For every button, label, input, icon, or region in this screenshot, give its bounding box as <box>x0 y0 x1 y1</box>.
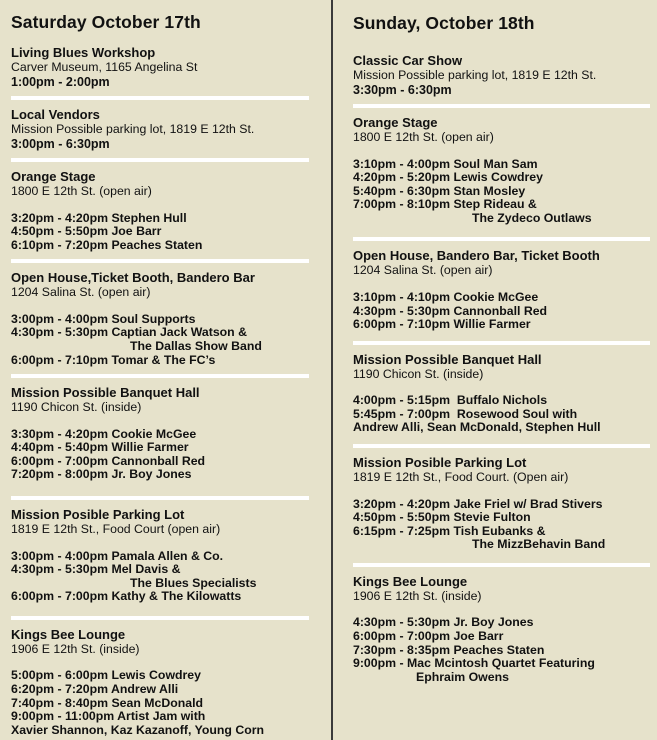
act-line: 3:10pm - 4:10pm Cookie McGee <box>353 289 539 304</box>
act-line-continued: The Blues Specialists <box>130 575 257 590</box>
section-location: Mission Possible parking lot, 1819 E 12th St. <box>353 68 597 82</box>
sat-open-house <box>11 270 317 367</box>
sun-open-house <box>353 248 653 331</box>
act-line: 7:00pm - 8:10pm Step Rideau & <box>353 197 537 212</box>
section-title: Living Blues Workshop <box>11 45 156 60</box>
act-line: 6:00pm - 7:00pm Joe Barr <box>353 629 504 643</box>
act-line: 9:00pm - Mac Mcintosh Quartet Featuring <box>353 656 595 671</box>
sunday-column <box>353 0 653 684</box>
act-line: 6:00pm - 7:00pm Kathy & The Kilowatts <box>11 589 242 604</box>
column-divider <box>331 0 333 740</box>
sat-local-vendors <box>11 107 317 151</box>
act-line: 3:20pm - 4:20pm Stephen Hull <box>11 210 187 225</box>
section-time: 3:00pm - 6:30pm <box>11 136 110 151</box>
section-title: Open House,Ticket Booth, Bandero Bar <box>11 270 255 286</box>
section-location: Carver Museum, 1165 Angelina St <box>11 60 198 74</box>
sun-orange-stage <box>353 115 653 225</box>
act-line: 4:00pm - 5:15pm Buffalo Nichols <box>353 393 548 408</box>
act-line: 3:10pm - 4:00pm Soul Man Sam <box>353 156 538 171</box>
section-location: 1906 E 12th St. (inside) <box>11 641 140 656</box>
section-title: Mission Posible Parking Lot <box>353 455 527 471</box>
section-title: Orange Stage <box>353 115 438 130</box>
section-location: 1190 Chicon St. (inside) <box>353 366 484 381</box>
section-separator <box>353 237 650 241</box>
section-separator <box>11 374 309 378</box>
section-location: 1204 Salina St. (open air) <box>353 263 493 278</box>
section-title: Kings Bee Lounge <box>11 626 126 642</box>
section-title: Classic Car Show <box>353 53 463 68</box>
act-line: Xavier Shannon, Kaz Kazanoff, Young Corn <box>11 722 265 737</box>
section-separator <box>353 341 650 345</box>
act-line: 6:00pm - 7:10pm Tomar & The FC’s <box>11 352 216 367</box>
section-location: 1800 E 12th St. (open air) <box>11 184 152 198</box>
section-location: Mission Possible parking lot, 1819 E 12th St. <box>11 122 255 136</box>
act-line: 5:45pm - 7:00pm Rosewood Soul with <box>353 406 578 421</box>
section-title: Open House, Bandero Bar, Ticket Booth <box>353 248 600 264</box>
act-line: 6:15pm - 7:25pm Tish Eubanks & <box>353 523 546 538</box>
section-separator <box>353 104 650 108</box>
sat-banquet-hall <box>11 385 317 482</box>
section-title: Local Vendors <box>11 107 100 122</box>
act-line: 5:40pm - 6:30pm Stan Mosley <box>353 183 526 198</box>
act-line: 3:00pm - 4:00pm Pamala Allen & Co. <box>11 548 224 563</box>
sat-orange-stage <box>11 169 317 252</box>
sun-classic-car-show <box>353 53 653 97</box>
act-line-continued: Ephraim Owens <box>416 669 509 684</box>
section-title: Orange Stage <box>11 169 96 184</box>
saturday-column <box>11 0 317 737</box>
act-line: 7:30pm - 8:35pm Peaches Staten <box>353 642 545 657</box>
section-separator <box>11 496 309 500</box>
section-location: 1800 E 12th St. (open air) <box>353 130 494 144</box>
sunday-title: Sunday, October 18th <box>353 13 535 33</box>
act-line: 4:30pm - 5:30pm Mel Davis & <box>11 562 181 577</box>
section-location: 1819 E 12th St., Food Court (open air) <box>11 522 221 537</box>
section-separator <box>353 563 650 567</box>
section-title: Mission Possible Banquet Hall <box>353 351 542 367</box>
act-line: 4:50pm - 5:50pm Joe Barr <box>11 224 162 239</box>
saturday-title: Saturday October 17th <box>11 12 201 32</box>
section-separator <box>353 444 650 448</box>
act-line: 6:20pm - 7:20pm Andrew Alli <box>11 682 179 696</box>
act-line: 6:10pm - 7:20pm Peaches Staten <box>11 237 203 252</box>
sun-parking-lot <box>353 455 653 552</box>
act-line: 4:40pm - 5:40pm Willie Farmer <box>11 440 189 455</box>
sat-kings-bee-lounge <box>11 627 317 737</box>
act-line: 7:20pm - 8:00pm Jr. Boy Jones <box>11 467 192 482</box>
act-line: 9:00pm - 11:00pm Artist Jam with <box>11 709 206 724</box>
section-location: 1819 E 12th St., Food Court. (Open air) <box>353 470 569 485</box>
act-line: 5:00pm - 6:00pm Lewis Cowdrey <box>11 668 201 683</box>
act-line: 6:00pm - 7:00pm Cannonball Red <box>11 453 206 468</box>
act-line: 3:30pm - 4:20pm Cookie McGee <box>11 426 197 441</box>
act-line-continued: The Zydeco Outlaws <box>472 210 592 225</box>
section-location: 1190 Chicon St. (inside) <box>11 400 142 415</box>
act-line-continued: The MizzBehavin Band <box>472 537 606 552</box>
section-separator <box>11 259 309 263</box>
act-line: 3:20pm - 4:20pm Jake Friel w/ Brad Stivers <box>353 496 603 511</box>
section-time: 3:30pm - 6:30pm <box>353 82 452 97</box>
section-time: 1:00pm - 2:00pm <box>11 74 110 89</box>
section-title: Mission Possible Banquet Hall <box>11 385 200 401</box>
section-location: 1906 E 12th St. (inside) <box>353 588 482 603</box>
act-line: 3:00pm - 4:00pm Soul Supports <box>11 311 196 326</box>
act-line: 4:30pm - 5:30pm Cannonball Red <box>353 303 548 318</box>
act-line: 6:00pm - 7:10pm Willie Farmer <box>353 317 531 332</box>
act-line: 7:40pm - 8:40pm Sean McDonald <box>11 695 204 710</box>
act-line: 4:30pm - 5:30pm Captian Jack Watson & <box>11 325 247 340</box>
act-line: 4:20pm - 5:20pm Lewis Cowdrey <box>353 170 543 185</box>
sat-living-blues-workshop <box>11 45 317 89</box>
section-separator <box>11 158 309 162</box>
section-separator <box>11 616 309 620</box>
section-title: Mission Posible Parking Lot <box>11 507 185 523</box>
act-line: Andrew Alli, Sean McDonald, Stephen Hull <box>353 420 601 435</box>
act-line: 4:30pm - 5:30pm Jr. Boy Jones <box>353 615 534 630</box>
sun-banquet-hall <box>353 352 653 435</box>
act-line-continued: The Dallas Show Band <box>130 338 262 353</box>
act-line: 4:50pm - 5:50pm Stevie Fulton <box>353 510 531 525</box>
section-title: Kings Bee Lounge <box>353 573 468 589</box>
section-separator <box>11 96 309 100</box>
sun-kings-bee-lounge <box>353 574 653 684</box>
sat-parking-lot <box>11 507 317 604</box>
section-location: 1204 Salina St. (open air) <box>11 285 151 300</box>
